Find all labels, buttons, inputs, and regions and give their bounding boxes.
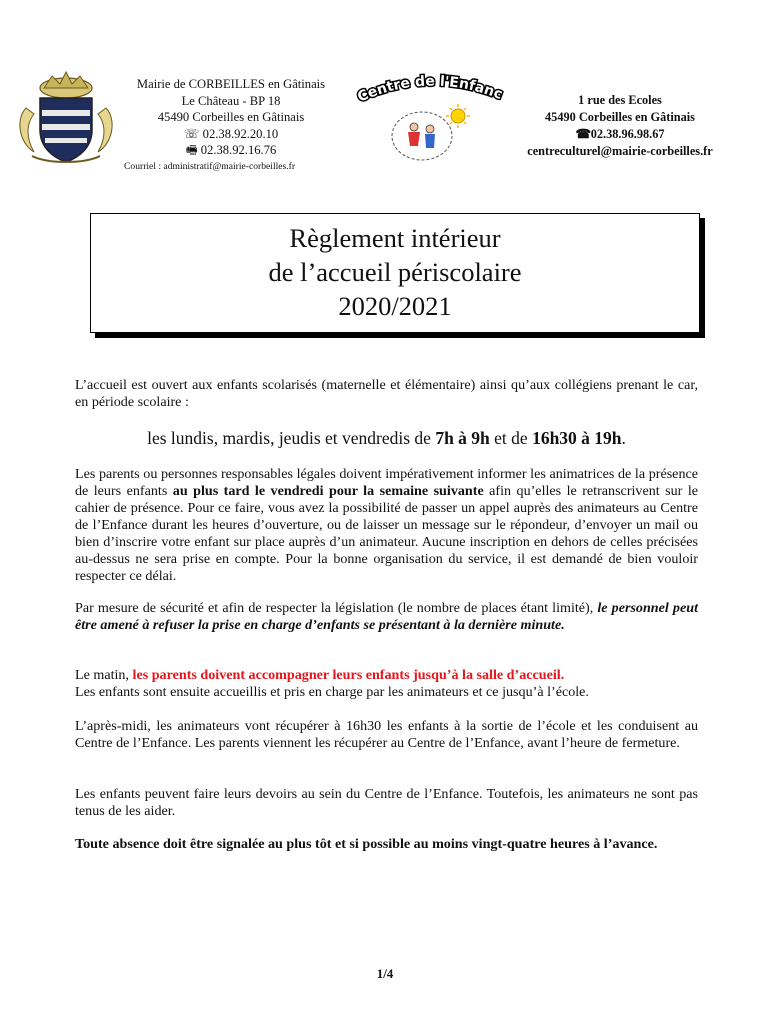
title-line-3: 2020/2021 — [338, 291, 452, 321]
intro-paragraph: L’accueil est ouvert aux enfants scolarisés (maternelle et élémentaire) ainsi qu’aux collégiens prenant le car, en période scolaire : — [75, 377, 698, 410]
morning-text-2: Les enfants sont ensuite accueillis et pris en charge par les animateurs et ce jusqu’à l’école. — [75, 684, 589, 700]
title-line-1: Règlement intérieur — [289, 223, 501, 253]
hours-evening: 16h30 à 19h — [532, 428, 622, 448]
mairie-fax: 🖷 02.38.92.16.76 — [185, 143, 277, 157]
mairie-phone: ☏ 02.38.92.20.10 — [183, 126, 279, 141]
opening-hours — [75, 428, 698, 448]
security-text: Par mesure de sécurité et afin de respecter la législation (le nombre de places étant limité), — [75, 600, 598, 616]
centre-street: 1 rue des Ecoles — [578, 93, 662, 107]
morning-text-1: Le matin, — [75, 667, 133, 683]
absence-paragraph: Toute absence doit être signalée au plus tôt et si possible au moins vingt-quatre heures à l’avance. — [75, 836, 658, 852]
mairie-email: Courriel : administratif@mairie-corbeilles.fr — [124, 160, 296, 172]
centre-phone: ☎02.38.96.98.67 — [575, 127, 665, 141]
security-warning: le personnel peut être amené à refuser la prise en charge d’enfants se présentant à la dernière minute. — [75, 600, 698, 633]
homework-paragraph: Les enfants peuvent faire leurs devoirs au sein du Centre de l’Enfance. Toutefois, les animateurs ne sont pas tenus de les aider. — [75, 786, 698, 819]
parents-paragraph — [75, 466, 698, 585]
page-number: 1/4 — [376, 966, 394, 981]
coat-of-arms — [12, 68, 120, 166]
centre-email: centreculturel@mairie-corbeilles.fr — [527, 144, 713, 158]
morning-rule: les parents doivent accompagner leurs enfants jusqu’à la salle d’accueil. — [132, 667, 565, 683]
mairie-city: 45490 Corbeilles en Gâtinais — [157, 110, 305, 124]
parents-text-2: afin qu’elles le retranscrivent sur le cahier de présence. Pour ce faire, vous avez la possibilité de passer un appel auprès des animateurs au Centre de l’Enfance durant les heures d’ouverture, ou de laisser un message sur le répondeur, d’envoyer un mail ou bien d’inscrire votre enfant sur place auprès d’un animateur. Aucune inscription en dehors de celles précisées au-dessus ne sera prise en compte. Pour la bonne organisation du service, il est demandé de bien vouloir respecter ce délai. — [75, 483, 698, 584]
parents-text-1: Les parents ou personnes responsables légales doivent impérativement informer les animatrices de la présence de leurs enfants — [75, 466, 698, 499]
mairie-name: Mairie de CORBEILLES en Gâtinais — [136, 77, 326, 91]
title-line-2: de l’accueil périscolaire — [268, 257, 522, 287]
hours-suffix: . — [621, 428, 626, 448]
title-box — [90, 213, 700, 333]
morning-paragraph — [75, 667, 698, 701]
logo-text: Centre de l'Enfanc — [355, 73, 505, 106]
security-paragraph — [75, 600, 698, 634]
hours-morning: 7h à 9h — [435, 428, 490, 448]
hours-mid: et de — [489, 428, 533, 448]
centre-city: 45490 Corbeilles en Gâtinais — [545, 110, 695, 124]
parents-deadline: au plus tard le vendredi pour la semaine suivante — [172, 483, 484, 499]
centre-address-block — [506, 92, 734, 160]
centre-enfance-logo — [350, 72, 510, 168]
mairie-line: Le Château - BP 18 — [181, 93, 281, 108]
mairie-address-block — [124, 76, 338, 175]
svg-text:Centre de l'Enfance — [350, 72, 505, 106]
afternoon-paragraph: L’après-midi, les animateurs vont récupérer à 16h30 les enfants à la sortie de l’école et les conduisent au Centre de l’Enfance. Les parents viennent les récupérer au Centre de l’Enfance, avant l’heure de fermeture. — [75, 718, 698, 751]
hours-prefix: les lundis, mardis, jeudis et vendredis de — [147, 428, 436, 448]
